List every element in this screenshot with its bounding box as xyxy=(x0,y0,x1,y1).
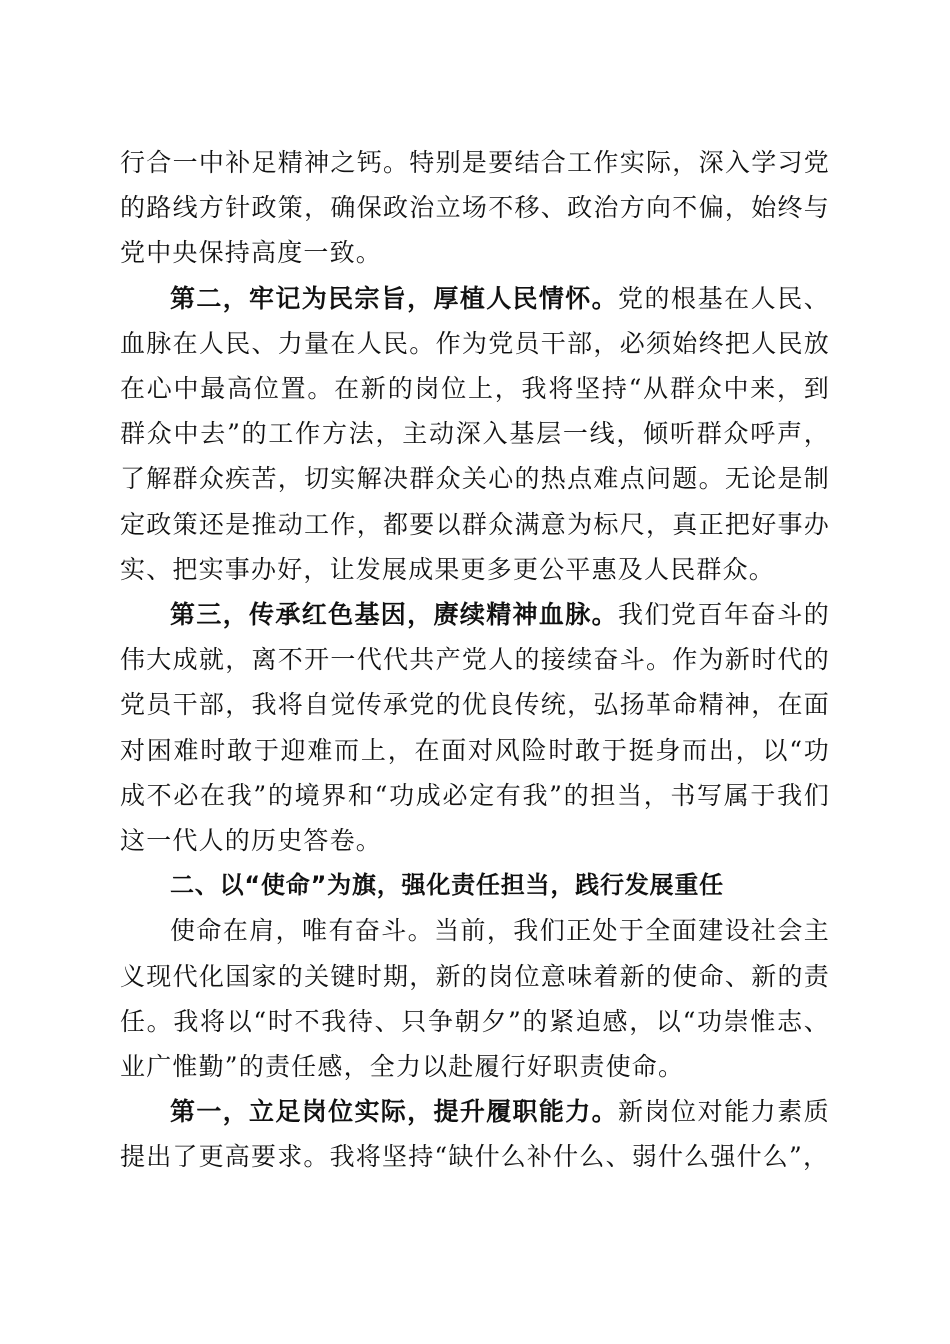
paragraph-1-text: 行合一中补足精神之钙。特别是要结合工作实际，深入学习党的路线方针政策，确保政治立场不移、政治方向不偏，始终与党中央保持高度一致。 xyxy=(120,148,830,268)
paragraph-5-lead: 第一，立足岗位实际，提升履职能力。 xyxy=(170,1097,618,1127)
document-body xyxy=(120,140,830,1180)
paragraph-3-lead: 第三，传承红色基因，赓续精神血脉。 xyxy=(170,600,618,630)
paragraph-5 xyxy=(120,1089,830,1179)
paragraph-3-text: 我们党百年奋斗的伟大成就，离不开一代代共产党人的接续奋斗。作为新时代的党员干部，我将自觉传承党的优良传统，弘扬革命精神，在面对困难时敢于迎难而上，在面对风险时敢于挺身而出，以“功成不必在我”的境界和“功成必定有我”的担当，书写属于我们这一代人的历史答卷。 xyxy=(120,600,830,856)
paragraph-2-lead: 第二，牢记为民宗旨，厚植人民情怀。 xyxy=(170,283,618,313)
paragraph-4 xyxy=(120,908,830,1089)
paragraph-1 xyxy=(120,140,830,276)
paragraph-2-text: 党的根基在人民、血脉在人民、力量在人民。作为党员干部，必须始终把人民放在心中最高位置。在新的岗位上，我将坚持“从群众中来，到群众中去”的工作方法，主动深入基层一线，倾听群众呼声，了解群众疾苦，切实解决群众关心的热点难点问题。无论是制定政策还是推动工作，都要以群众满意为标尺，真正把好事办实、把实事办好，让发展成果更多更公平惠及人民群众。 xyxy=(120,283,830,584)
paragraph-3 xyxy=(120,592,830,863)
paragraph-5-text: 新岗位对能力素质提出了更高要求。我将坚持“缺什么补什么、弱什么强什么”， xyxy=(120,1097,830,1172)
paragraph-2 xyxy=(120,276,830,592)
section-heading: 二、以“使命”为旗，强化责任担当，践行发展重任 xyxy=(170,871,724,900)
paragraph-4-text: 使命在肩，唯有奋斗。当前，我们正处于全面建设社会主义现代化国家的关键时期，新的岗位意味着新的使命、新的责任。我将以“时不我待、只争朝夕”的紧迫感，以“功崇惟志、业广惟勤”的责任感，全力以赴履行好职责使命。 xyxy=(120,916,830,1082)
